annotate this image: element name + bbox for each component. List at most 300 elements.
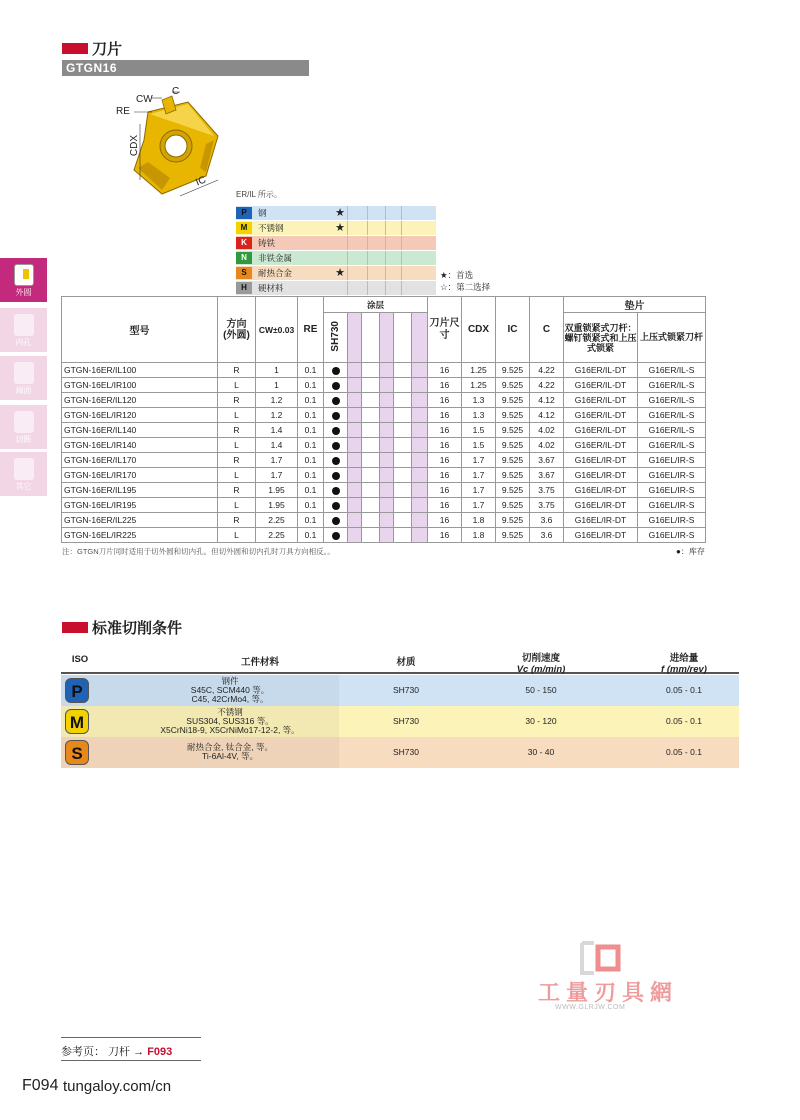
workpiece-material-line: C45, 42CrMo4, 等。 bbox=[191, 694, 269, 704]
table-cell: G16EL/IR-S bbox=[638, 498, 706, 513]
material-row-s bbox=[236, 266, 436, 280]
watermark-text: 工量刃具網 bbox=[538, 980, 679, 1005]
table-cell: GTGN-16EL/IR120 bbox=[62, 408, 218, 423]
coating-empty-cell bbox=[394, 408, 412, 423]
material-grid-line bbox=[347, 281, 348, 295]
col-re: RE bbox=[298, 297, 324, 363]
table-cell: G16ER/IL-DT bbox=[564, 378, 638, 393]
material-row-k bbox=[236, 236, 436, 250]
material-code-badge: S bbox=[236, 267, 252, 279]
col-shim-double bbox=[564, 313, 638, 363]
table-row bbox=[62, 438, 706, 453]
table-row bbox=[62, 363, 706, 378]
material-grid-line bbox=[385, 206, 386, 220]
table-cell: GTGN-16ER/IL120 bbox=[62, 393, 218, 408]
table-cell: GTGN-16EL/IR100 bbox=[62, 378, 218, 393]
condition-speed: 30 - 40 bbox=[527, 747, 555, 757]
table-cell: 1.7 bbox=[462, 468, 496, 483]
grade-sh730-label: SH730 bbox=[330, 320, 341, 352]
table-cell: R bbox=[218, 483, 256, 498]
coating-empty-cell bbox=[412, 528, 428, 543]
col-cdx: CDX bbox=[462, 297, 496, 363]
side-tab-label: 切断 bbox=[15, 435, 32, 444]
stock-dot-icon bbox=[332, 472, 340, 480]
side-tab-1[interactable] bbox=[0, 308, 47, 352]
table-cell: R bbox=[218, 453, 256, 468]
table-cell: 16 bbox=[428, 528, 462, 543]
stock-dot-icon bbox=[332, 367, 340, 375]
material-code-badge: H bbox=[236, 282, 252, 294]
material-name: 非铁金属 bbox=[258, 253, 293, 263]
workpiece-material bbox=[121, 708, 339, 735]
stock-dot-icon bbox=[332, 382, 340, 390]
coating-empty-cell bbox=[412, 423, 428, 438]
table-cell: 4.02 bbox=[530, 438, 564, 453]
material-grid-line bbox=[401, 281, 402, 295]
coating-empty-cell bbox=[348, 378, 362, 393]
coating-empty-cell bbox=[348, 468, 362, 483]
material-name: 耐热合金 bbox=[258, 268, 293, 278]
table-cell: 16 bbox=[428, 423, 462, 438]
workpiece-material-line: S45C, SCM440 等。 bbox=[190, 685, 270, 695]
stock-cell bbox=[324, 423, 348, 438]
table-cell: 16 bbox=[428, 378, 462, 393]
material-grid-line bbox=[367, 236, 368, 250]
coating-empty-cell bbox=[348, 393, 362, 408]
col-coat-2 bbox=[348, 313, 362, 363]
col-coating: 涂层 bbox=[324, 297, 428, 313]
coating-empty-cell bbox=[412, 453, 428, 468]
table-cell: GTGN-16EL/IR170 bbox=[62, 468, 218, 483]
cond-col-feed bbox=[629, 650, 739, 675]
table-cell: 4.12 bbox=[530, 393, 564, 408]
table-cell: 9.525 bbox=[496, 423, 530, 438]
material-name: 钢 bbox=[258, 208, 267, 218]
table-cell: R bbox=[218, 423, 256, 438]
material-row-p bbox=[236, 206, 436, 220]
cond-col-grade: 材质 bbox=[396, 657, 416, 668]
table-cell: R bbox=[218, 363, 256, 378]
coating-empty-cell bbox=[362, 393, 380, 408]
coating-empty-cell bbox=[362, 408, 380, 423]
col-shim-top-label: 上压式锁紧刀杆 bbox=[639, 332, 703, 342]
table-cell: G16ER/IL-S bbox=[638, 408, 706, 423]
material-grid-line bbox=[347, 206, 348, 220]
footnote: 注：GTGN刀片同时适用于切外圆和切内孔。但切外圆和切内孔时刀具方向相反。。 bbox=[62, 547, 335, 556]
material-row-h bbox=[236, 281, 436, 295]
material-name: 不锈钢 bbox=[258, 223, 284, 233]
side-tab-2[interactable] bbox=[0, 356, 47, 400]
table-cell: G16EL/IR-S bbox=[638, 468, 706, 483]
table-cell: 0.1 bbox=[298, 498, 324, 513]
table-cell: G16ER/IL-DT bbox=[564, 393, 638, 408]
material-grid-line bbox=[401, 236, 402, 250]
condition-grade: SH730 bbox=[393, 685, 419, 695]
condition-speed: 50 - 150 bbox=[525, 685, 557, 695]
table-cell: 1.8 bbox=[462, 528, 496, 543]
stock-cell bbox=[324, 468, 348, 483]
coating-empty-cell bbox=[348, 438, 362, 453]
table-cell: GTGN-16EL/IR225 bbox=[62, 528, 218, 543]
table-cell: 3.6 bbox=[530, 528, 564, 543]
table-cell: 0.1 bbox=[298, 408, 324, 423]
workpiece-material-line: 耐热合金, 钛合金, 等。 bbox=[187, 742, 273, 752]
reference-link-f093[interactable]: F093 bbox=[147, 1046, 173, 1058]
coating-empty-cell bbox=[362, 498, 380, 513]
material-code-badge: M bbox=[236, 222, 252, 234]
side-tab-0[interactable] bbox=[0, 258, 47, 302]
material-grid-line bbox=[367, 281, 368, 295]
table-cell: G16EL/IR-DT bbox=[564, 468, 638, 483]
coating-empty-cell bbox=[394, 483, 412, 498]
material-grid-line bbox=[347, 221, 348, 235]
material-row-m bbox=[236, 221, 436, 235]
material-grid-line bbox=[367, 221, 368, 235]
coating-empty-cell bbox=[412, 393, 428, 408]
col-insert-size-label: 刀片尺寸 bbox=[429, 317, 460, 341]
condition-row-p bbox=[61, 675, 739, 706]
side-tab-label: 端面 bbox=[15, 386, 32, 395]
table-row bbox=[62, 378, 706, 393]
table-cell: 4.22 bbox=[530, 378, 564, 393]
table-cell: 1.7 bbox=[256, 453, 298, 468]
coating-empty-cell bbox=[380, 438, 394, 453]
table-row bbox=[62, 393, 706, 408]
col-coat-4 bbox=[380, 313, 394, 363]
col-shim-double-label: 双重锁紧式刀杆：螺钉锁紧式和上压式锁紧 bbox=[564, 322, 637, 353]
coating-empty-cell bbox=[412, 408, 428, 423]
coating-empty-cell bbox=[394, 498, 412, 513]
table-row bbox=[62, 483, 706, 498]
cond-col-iso: ISO bbox=[71, 654, 89, 665]
stock-dot-icon bbox=[332, 412, 340, 420]
table-cell: G16ER/IL-DT bbox=[564, 423, 638, 438]
material-grid-line bbox=[347, 251, 348, 265]
coating-empty-cell bbox=[380, 423, 394, 438]
coating-empty-cell bbox=[362, 483, 380, 498]
stock-dot-icon bbox=[332, 397, 340, 405]
table-cell: 4.22 bbox=[530, 363, 564, 378]
table-cell: 9.525 bbox=[496, 438, 530, 453]
table-cell: G16ER/IL-S bbox=[638, 393, 706, 408]
table-cell: 1.7 bbox=[256, 468, 298, 483]
stock-cell bbox=[324, 528, 348, 543]
table-cell: 16 bbox=[428, 513, 462, 528]
coating-empty-cell bbox=[394, 393, 412, 408]
coating-empty-cell bbox=[362, 423, 380, 438]
table-cell: 1.4 bbox=[256, 423, 298, 438]
coating-empty-cell bbox=[412, 468, 428, 483]
condition-row-m bbox=[61, 706, 739, 737]
cond-col-material: 工件材料 bbox=[240, 657, 279, 668]
table-cell: L bbox=[218, 408, 256, 423]
stock-cell bbox=[324, 408, 348, 423]
table-cell: 0.1 bbox=[298, 453, 324, 468]
table-cell: 1.3 bbox=[462, 408, 496, 423]
iso-badge: P bbox=[65, 678, 89, 703]
table-cell: G16EL/IR-S bbox=[638, 483, 706, 498]
table-cell: 9.525 bbox=[496, 528, 530, 543]
table-cell: GTGN-16ER/IL170 bbox=[62, 453, 218, 468]
coating-empty-cell bbox=[380, 468, 394, 483]
table-cell: G16EL/IR-DT bbox=[564, 453, 638, 468]
coating-empty-cell bbox=[412, 378, 428, 393]
table-cell: 1 bbox=[256, 378, 298, 393]
col-shim-top bbox=[638, 313, 706, 363]
table-cell: 0.1 bbox=[298, 483, 324, 498]
condition-feed: 0.05 - 0.1 bbox=[666, 747, 702, 757]
coating-empty-cell bbox=[348, 498, 362, 513]
workpiece-material-line: 钢件 bbox=[221, 676, 239, 686]
material-code-badge: K bbox=[236, 237, 252, 249]
table-row bbox=[62, 423, 706, 438]
coating-empty-cell bbox=[348, 423, 362, 438]
coating-empty-cell bbox=[348, 453, 362, 468]
coating-empty-cell bbox=[348, 408, 362, 423]
table-cell: G16EL/IR-S bbox=[638, 453, 706, 468]
side-tab-label: 内孔 bbox=[15, 338, 32, 347]
table-cell: G16ER/IL-DT bbox=[564, 438, 638, 453]
conditions-header bbox=[61, 646, 739, 674]
col-direction bbox=[218, 297, 256, 363]
coating-empty-cell bbox=[380, 453, 394, 468]
coating-empty-cell bbox=[348, 363, 362, 378]
coating-empty-cell bbox=[394, 423, 412, 438]
coating-empty-cell bbox=[362, 363, 380, 378]
material-name: 铸铁 bbox=[258, 238, 276, 248]
table-cell: 3.67 bbox=[530, 453, 564, 468]
condition-grade: SH730 bbox=[393, 716, 419, 726]
reference-label: 参考页： 刀杆 → bbox=[61, 1046, 145, 1058]
stock-dot-icon bbox=[332, 517, 340, 525]
table-cell: 0.1 bbox=[298, 528, 324, 543]
insert-diagram bbox=[110, 84, 250, 204]
stock-cell bbox=[324, 438, 348, 453]
section-marker-2 bbox=[62, 622, 88, 633]
coating-empty-cell bbox=[380, 408, 394, 423]
workpiece-material-line: X5CrNi18-9, X5CrNiMo17-12-2, 等。 bbox=[160, 725, 300, 735]
table-cell: 16 bbox=[428, 393, 462, 408]
table-cell: G16EL/IR-S bbox=[638, 513, 706, 528]
coating-empty-cell bbox=[362, 453, 380, 468]
table-cell: R bbox=[218, 393, 256, 408]
insert-table bbox=[61, 296, 706, 543]
stock-cell bbox=[324, 483, 348, 498]
table-row bbox=[62, 408, 706, 423]
stock-cell bbox=[324, 513, 348, 528]
table-cell: L bbox=[218, 438, 256, 453]
table-cell: 0.1 bbox=[298, 423, 324, 438]
coating-empty-cell bbox=[362, 528, 380, 543]
col-insert-size bbox=[428, 297, 462, 363]
table-cell: 3.75 bbox=[530, 498, 564, 513]
condition-feed: 0.05 - 0.1 bbox=[666, 716, 702, 726]
table-cell: 1.5 bbox=[462, 423, 496, 438]
stock-cell bbox=[324, 378, 348, 393]
table-cell: 16 bbox=[428, 498, 462, 513]
material-grid-line bbox=[347, 266, 348, 280]
material-grid-line bbox=[367, 266, 368, 280]
table-cell: G16ER/IL-S bbox=[638, 423, 706, 438]
table-cell: GTGN-16ER/IL100 bbox=[62, 363, 218, 378]
coating-empty-cell bbox=[394, 438, 412, 453]
side-tab-icon bbox=[14, 264, 34, 286]
side-tab-4[interactable] bbox=[0, 452, 47, 496]
coating-empty-cell bbox=[348, 513, 362, 528]
table-cell: GTGN-16ER/IL140 bbox=[62, 423, 218, 438]
table-row bbox=[62, 468, 706, 483]
table-cell: 9.525 bbox=[496, 408, 530, 423]
material-row-n bbox=[236, 251, 436, 265]
col-shim: 垫片 bbox=[564, 297, 706, 313]
col-cw: CW±0.03 bbox=[256, 297, 298, 363]
material-star: ★ bbox=[335, 207, 345, 219]
table-cell: 1.25 bbox=[462, 378, 496, 393]
coating-empty-cell bbox=[412, 483, 428, 498]
material-star: ★ bbox=[335, 222, 345, 234]
dim-ic-label: IC bbox=[194, 174, 208, 189]
table-cell: 1.7 bbox=[462, 453, 496, 468]
stock-cell bbox=[324, 393, 348, 408]
workpiece-material-line: 不锈钢 bbox=[217, 707, 243, 717]
model-title: GTGN16 bbox=[62, 60, 309, 76]
col-model: 型号 bbox=[62, 297, 218, 363]
table-cell: 16 bbox=[428, 438, 462, 453]
stock-dot-icon bbox=[332, 457, 340, 465]
table-cell: 1.3 bbox=[462, 393, 496, 408]
coating-empty-cell bbox=[348, 528, 362, 543]
table-cell: 1.25 bbox=[462, 363, 496, 378]
stock-dot-icon bbox=[332, 487, 340, 495]
table-cell: G16EL/IR-DT bbox=[564, 483, 638, 498]
material-grid-line bbox=[385, 281, 386, 295]
dim-re-label: RE bbox=[116, 106, 130, 117]
coating-empty-cell bbox=[380, 498, 394, 513]
coating-empty-cell bbox=[362, 438, 380, 453]
table-cell: 9.525 bbox=[496, 453, 530, 468]
dim-cdx-label: CDX bbox=[129, 134, 141, 157]
coating-empty-cell bbox=[380, 363, 394, 378]
section-marker bbox=[62, 43, 88, 54]
section-title-cutting: 标准切削条件 bbox=[92, 620, 183, 637]
watermark-logo-icon bbox=[578, 941, 622, 975]
table-cell: GTGN-16EL/IR195 bbox=[62, 498, 218, 513]
table-cell: G16ER/IL-S bbox=[638, 363, 706, 378]
table-cell: 3.6 bbox=[530, 513, 564, 528]
legend-second-choice: ☆：第二选择 bbox=[440, 282, 491, 292]
table-cell: 16 bbox=[428, 408, 462, 423]
table-cell: 16 bbox=[428, 363, 462, 378]
table-cell: 1.2 bbox=[256, 408, 298, 423]
condition-grade: SH730 bbox=[393, 747, 419, 757]
coating-empty-cell bbox=[394, 453, 412, 468]
table-cell: L bbox=[218, 528, 256, 543]
table-cell: 16 bbox=[428, 453, 462, 468]
insert-table-body bbox=[62, 363, 706, 543]
table-row bbox=[62, 513, 706, 528]
coating-empty-cell bbox=[380, 378, 394, 393]
material-code-badge: P bbox=[236, 207, 252, 219]
side-tab-label: 外圆 bbox=[15, 288, 32, 297]
coating-empty-cell bbox=[412, 438, 428, 453]
table-cell: 1.95 bbox=[256, 498, 298, 513]
material-grid-line bbox=[367, 251, 368, 265]
table-cell: 16 bbox=[428, 468, 462, 483]
side-tab-icon bbox=[14, 314, 34, 336]
table-cell: L bbox=[218, 498, 256, 513]
er-il-note: ER/IL 所示。 bbox=[236, 190, 282, 199]
table-cell: G16EL/IR-S bbox=[638, 528, 706, 543]
table-cell: 2.25 bbox=[256, 528, 298, 543]
material-grid-line bbox=[385, 251, 386, 265]
material-grid-line bbox=[385, 236, 386, 250]
table-cell: 0.1 bbox=[298, 393, 324, 408]
watermark-url: WWW.GLRJW.COM bbox=[555, 1004, 626, 1011]
table-cell: GTGN-16ER/IL195 bbox=[62, 483, 218, 498]
material-star: ★ bbox=[335, 267, 345, 279]
table-cell: 1.5 bbox=[462, 438, 496, 453]
coating-empty-cell bbox=[394, 363, 412, 378]
workpiece-material-line: SUS304, SUS316 等。 bbox=[186, 716, 274, 726]
coating-empty-cell bbox=[394, 468, 412, 483]
side-tab-3[interactable] bbox=[0, 405, 47, 449]
coating-empty-cell bbox=[380, 483, 394, 498]
coating-empty-cell bbox=[380, 513, 394, 528]
material-grid-line bbox=[401, 266, 402, 280]
table-cell: G16ER/IL-DT bbox=[564, 408, 638, 423]
dim-cw-label: CW bbox=[136, 94, 153, 105]
table-cell: 4.02 bbox=[530, 423, 564, 438]
stock-cell bbox=[324, 498, 348, 513]
table-cell: 9.525 bbox=[496, 393, 530, 408]
workpiece-material-line: Ti-6Al-4V, 等。 bbox=[201, 751, 259, 761]
material-grid-line bbox=[401, 221, 402, 235]
workpiece-material bbox=[121, 743, 339, 761]
table-cell: GTGN-16ER/IL225 bbox=[62, 513, 218, 528]
coating-empty-cell bbox=[348, 483, 362, 498]
stock-cell bbox=[324, 363, 348, 378]
side-tab-icon bbox=[14, 458, 34, 480]
condition-feed: 0.05 - 0.1 bbox=[666, 685, 702, 695]
coating-empty-cell bbox=[394, 513, 412, 528]
table-cell: 0.1 bbox=[298, 363, 324, 378]
page-url[interactable]: tungaloy.com/cn bbox=[63, 1078, 172, 1095]
table-cell: G16ER/IL-DT bbox=[564, 363, 638, 378]
col-coat-5 bbox=[394, 313, 412, 363]
material-code-badge: N bbox=[236, 252, 252, 264]
table-cell: 1.7 bbox=[462, 483, 496, 498]
col-direction-label: 方向 (外圆) bbox=[223, 318, 250, 341]
table-cell: 1.8 bbox=[462, 513, 496, 528]
table-cell: 0.1 bbox=[298, 468, 324, 483]
table-cell: 1.2 bbox=[256, 393, 298, 408]
material-grid-line bbox=[367, 206, 368, 220]
side-tab-icon bbox=[14, 362, 34, 384]
condition-row-s bbox=[61, 737, 739, 768]
col-grade-sh730 bbox=[324, 313, 348, 363]
table-row bbox=[62, 528, 706, 543]
coating-empty-cell bbox=[380, 528, 394, 543]
table-cell: 9.525 bbox=[496, 468, 530, 483]
table-cell: G16EL/IR-DT bbox=[564, 498, 638, 513]
material-grid-line bbox=[385, 266, 386, 280]
table-cell: 0.1 bbox=[298, 513, 324, 528]
table-cell: 3.67 bbox=[530, 468, 564, 483]
table-cell: G16EL/IR-DT bbox=[564, 513, 638, 528]
condition-speed: 30 - 120 bbox=[525, 716, 557, 726]
coating-empty-cell bbox=[380, 393, 394, 408]
table-cell: 9.525 bbox=[496, 513, 530, 528]
